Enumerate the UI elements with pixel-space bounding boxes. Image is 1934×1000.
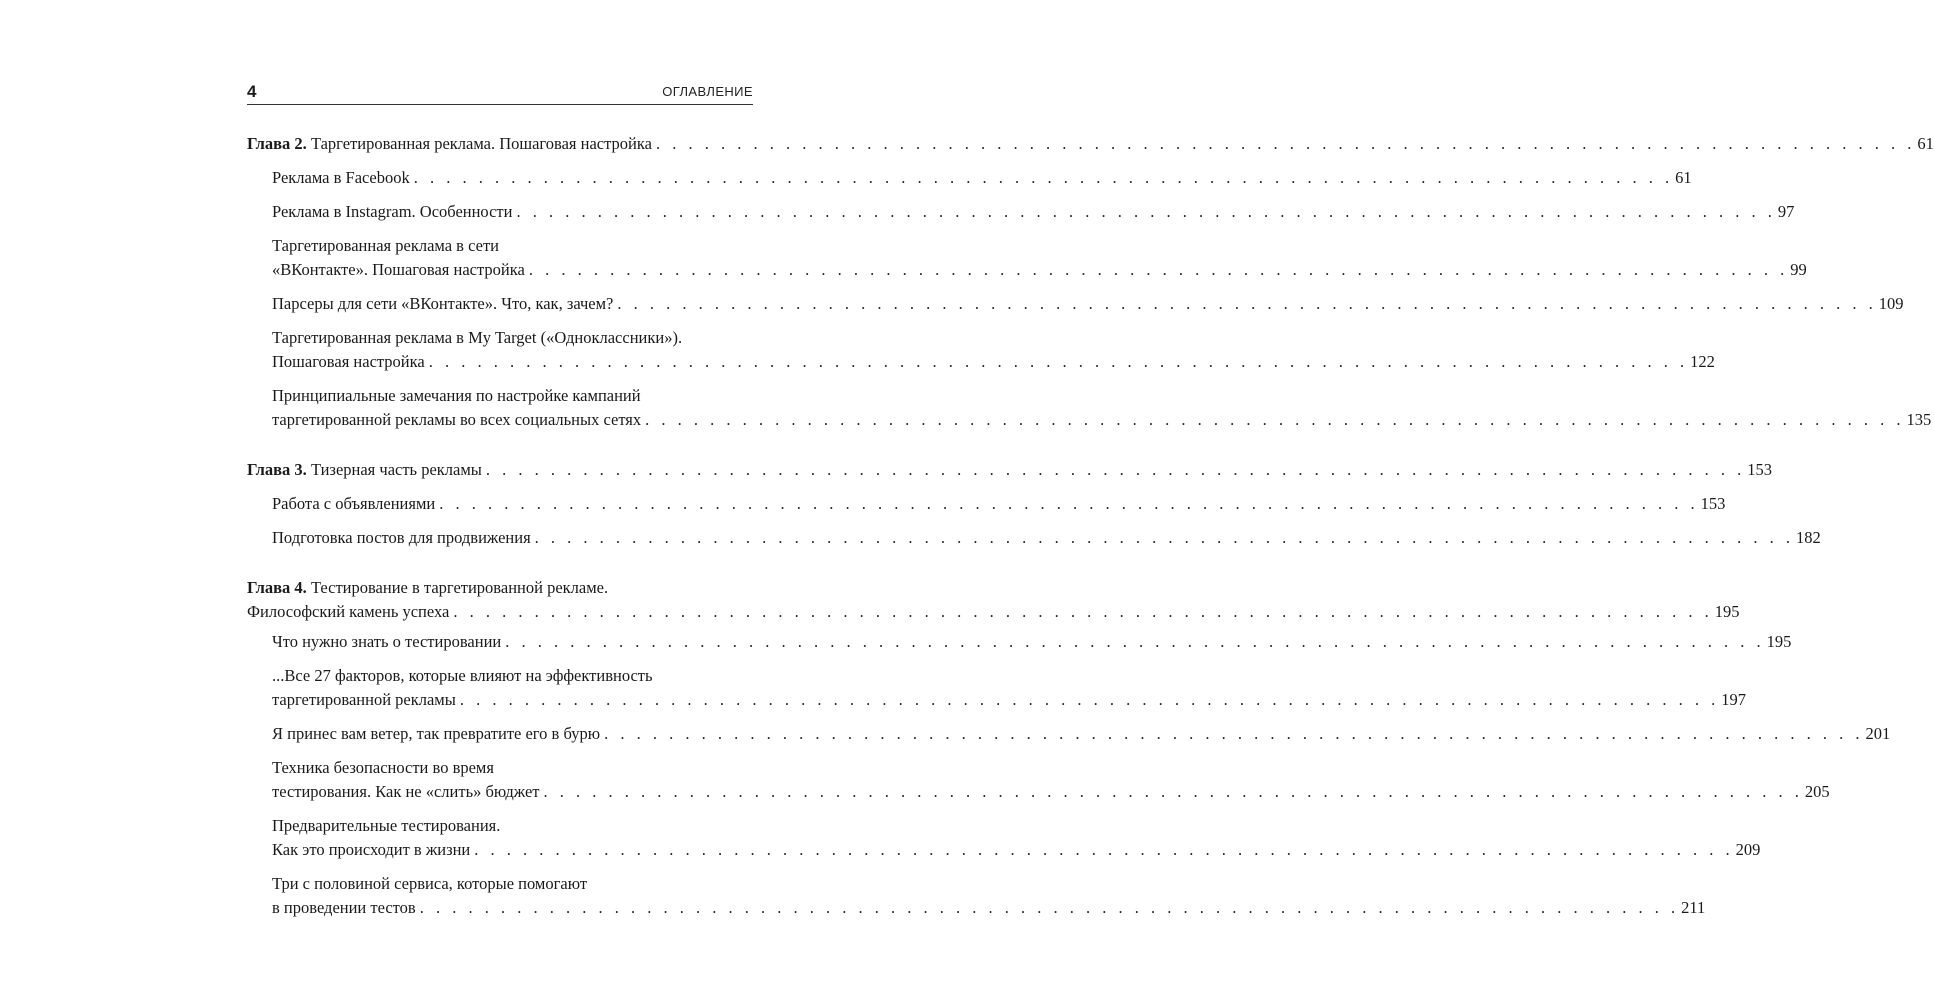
dot-leader: . . . . . . . . . . . . . . . . . . . . . . . . . . . . . . . . . . . . . . . . . . . . . . . . . . . . . . . . . . . . . . . . . . . . . . . . . . . . . . bbox=[655, 134, 1916, 153]
section-title-line: Принципиальные замечания по настройке кампаний bbox=[272, 386, 641, 405]
page-ref: 211 bbox=[1681, 898, 1706, 917]
page-ref: 61 bbox=[1917, 134, 1934, 153]
toc-section bbox=[272, 756, 1830, 804]
page-ref: 61 bbox=[1675, 168, 1692, 187]
dot-leader: . . . . . . . . . . . . . . . . . . . . . . . . . . . . . . . . . . . . . . . . . . . . . . . . . . . . . . . . . . . . . . . . . . . . . . . . . . . . . . bbox=[617, 294, 1877, 313]
page-number: 4 bbox=[247, 82, 257, 101]
toc-chapter-2 bbox=[247, 132, 1934, 156]
chapter-label: Глава 2. bbox=[247, 134, 307, 153]
dot-leader: . . . . . . . . . . . . . . . . . . . . . . . . . . . . . . . . . . . . . . . . . . . . . . . . . . . . . . . . . . . . . . . . . . . . . . . . . . . . . . bbox=[534, 528, 1795, 547]
dot-leader: . . . . . . . . . . . . . . . . . . . . . . . . . . . . . . . . . . . . . . . . . . . . . . . . . . . . . . . . . . . . . . . . . . . . . . . . . . . . . . bbox=[604, 724, 1864, 743]
section-title-line: Таргетированная реклама в сети bbox=[272, 236, 499, 255]
section-title-line: Таргетированная реклама в My Target («Одноклассники»). bbox=[272, 328, 683, 347]
toc-section bbox=[272, 722, 1891, 746]
toc-chapter-4 bbox=[247, 576, 1740, 624]
running-head: ОГЛАВЛЕНИЕ bbox=[662, 84, 753, 99]
toc-chapter-3 bbox=[247, 458, 1773, 482]
toc-section bbox=[272, 630, 1792, 654]
page-ref: 195 bbox=[1714, 602, 1740, 621]
section-title-line: ...Все 27 факторов, которые влияют на эффективность bbox=[272, 666, 653, 685]
toc-section bbox=[272, 200, 1795, 224]
section-title: Работа с объявлениями bbox=[272, 494, 436, 513]
chapter-title-text: Тизерная часть рекламы bbox=[310, 460, 482, 479]
dot-leader: . . . . . . . . . . . . . . . . . . . . . . . . . . . . . . . . . . . . . . . . . . . . . . . . . . . . . . . . . . . . . . . . . . . . . . . . . . . . . . bbox=[419, 898, 1680, 917]
dot-leader: . . . . . . . . . . . . . . . . . . . . . . . . . . . . . . . . . . . . . . . . . . . . . . . . . . . . . . . . . . . . . . . . . . . . . . . . . . . . . . bbox=[428, 352, 1689, 371]
section-title-line: Три с половиной сервиса, которые помогают bbox=[272, 874, 588, 893]
section-title: Реклама в Instagram. Особенности bbox=[272, 202, 513, 221]
dot-leader: . . . . . . . . . . . . . . . . . . . . . . . . . . . . . . . . . . . . . . . . . . . . . . . . . . . . . . . . . . . . . . . . . . . . . . . . . . . . . . bbox=[459, 690, 1720, 709]
section-title-line: Техника безопасности во время bbox=[272, 758, 494, 777]
page-header bbox=[247, 82, 753, 105]
page-ref: 182 bbox=[1796, 528, 1821, 547]
chapter-title bbox=[247, 132, 652, 156]
page-ref: 99 bbox=[1790, 260, 1807, 279]
toc-section bbox=[272, 492, 1726, 516]
section-title: Как это происходит в жизни bbox=[272, 840, 471, 859]
dot-leader: . . . . . . . . . . . . . . . . . . . . . . . . . . . . . . . . . . . . . . . . . . . . . . . . . . . . . . . . . . . . . . . . . . . . . . . . . . . . . . bbox=[528, 260, 1789, 279]
dot-leader: . . . . . . . . . . . . . . . . . . . . . . . . . . . . . . . . . . . . . . . . . . . . . . . . . . . . . . . . . . . . . . . . . . . . . . . . . . . . . . bbox=[474, 840, 1734, 859]
dot-leader: . . . . . . . . . . . . . . . . . . . . . . . . . . . . . . . . . . . . . . . . . . . . . . . . . . . . . . . . . . . . . . . . . . . . . . . . . . . . . . bbox=[439, 494, 1699, 513]
dot-leader: . . . . . . . . . . . . . . . . . . . . . . . . . . . . . . . . . . . . . . . . . . . . . . . . . . . . . . . . . . . . . . . . . . . . . . . . . . . . . . bbox=[516, 202, 1776, 221]
dot-leader: . . . . . . . . . . . . . . . . . . . . . . . . . . . . . . . . . . . . . . . . . . . . . . . . . . . . . . . . . . . . . . . . . . . . . . . . . . . . . . bbox=[543, 782, 1803, 801]
page-ref: 201 bbox=[1865, 724, 1891, 743]
section-title: таргетированной рекламы bbox=[272, 690, 456, 709]
chapter-title bbox=[247, 458, 482, 482]
page-ref: 205 bbox=[1804, 782, 1830, 801]
section-title: в проведении тестов bbox=[272, 898, 416, 917]
section-title: Пошаговая настройка bbox=[272, 352, 425, 371]
page-ref: 153 bbox=[1700, 494, 1726, 513]
page-ref: 135 bbox=[1906, 410, 1932, 429]
toc-section bbox=[272, 234, 1807, 282]
page-ref: 109 bbox=[1878, 294, 1904, 313]
chapter-title: Философский камень успеха bbox=[247, 602, 450, 621]
toc-section bbox=[272, 384, 1932, 432]
page-ref: 197 bbox=[1721, 690, 1746, 709]
page-ref: 195 bbox=[1766, 632, 1792, 651]
page-ref: 209 bbox=[1735, 840, 1761, 859]
toc-section bbox=[272, 526, 1821, 550]
section-title-line: Предварительные тестирования. bbox=[272, 816, 501, 835]
dot-leader: . . . . . . . . . . . . . . . . . . . . . . . . . . . . . . . . . . . . . . . . . . . . . . . . . . . . . . . . . . . . . . . . . . . . . . . . . . . . . . bbox=[413, 168, 1674, 187]
toc-section bbox=[272, 166, 1692, 190]
section-title: Я принес вам ветер, так превратите его в бурю bbox=[272, 724, 601, 743]
chapter-title-text: Тестирование в таргетированной рекламе. bbox=[310, 578, 609, 597]
section-title: Парсеры для сети «ВКонтакте». Что, как, зачем? bbox=[272, 294, 614, 313]
chapter-label: Глава 4. bbox=[247, 578, 307, 597]
toc-section bbox=[272, 872, 1706, 920]
chapter-label: Глава 3. bbox=[247, 460, 307, 479]
page-ref: 153 bbox=[1747, 460, 1773, 479]
chapter-title-line bbox=[247, 576, 753, 600]
section-title: таргетированной рекламы во всех социальных сетях bbox=[272, 410, 642, 429]
chapter-title-text: Таргетированная реклама. Пошаговая настройка bbox=[310, 134, 652, 153]
section-title: «ВКонтакте». Пошаговая настройка bbox=[272, 260, 525, 279]
section-title: Реклама в Facebook bbox=[272, 168, 410, 187]
page-ref: 122 bbox=[1690, 352, 1715, 371]
toc-section bbox=[272, 814, 1761, 862]
section-title: Что нужно знать о тестировании bbox=[272, 632, 502, 651]
toc-section bbox=[272, 664, 1746, 712]
dot-leader: . . . . . . . . . . . . . . . . . . . . . . . . . . . . . . . . . . . . . . . . . . . . . . . . . . . . . . . . . . . . . . . . . . . . . . . . . . . . . . bbox=[453, 602, 1713, 621]
section-title: Подготовка постов для продвижения bbox=[272, 528, 531, 547]
dot-leader: . . . . . . . . . . . . . . . . . . . . . . . . . . . . . . . . . . . . . . . . . . . . . . . . . . . . . . . . . . . . . . . . . . . . . . . . . . . . . . bbox=[505, 632, 1765, 651]
dot-leader: . . . . . . . . . . . . . . . . . . . . . . . . . . . . . . . . . . . . . . . . . . . . . . . . . . . . . . . . . . . . . . . . . . . . . . . . . . . . . . bbox=[645, 410, 1905, 429]
page-ref: 97 bbox=[1777, 202, 1795, 221]
dot-leader: . . . . . . . . . . . . . . . . . . . . . . . . . . . . . . . . . . . . . . . . . . . . . . . . . . . . . . . . . . . . . . . . . . . . . . . . . . . . . . bbox=[485, 460, 1746, 479]
section-title: тестирования. Как не «слить» бюджет bbox=[272, 782, 540, 801]
toc-section bbox=[272, 326, 1715, 374]
toc-section bbox=[272, 292, 1904, 316]
